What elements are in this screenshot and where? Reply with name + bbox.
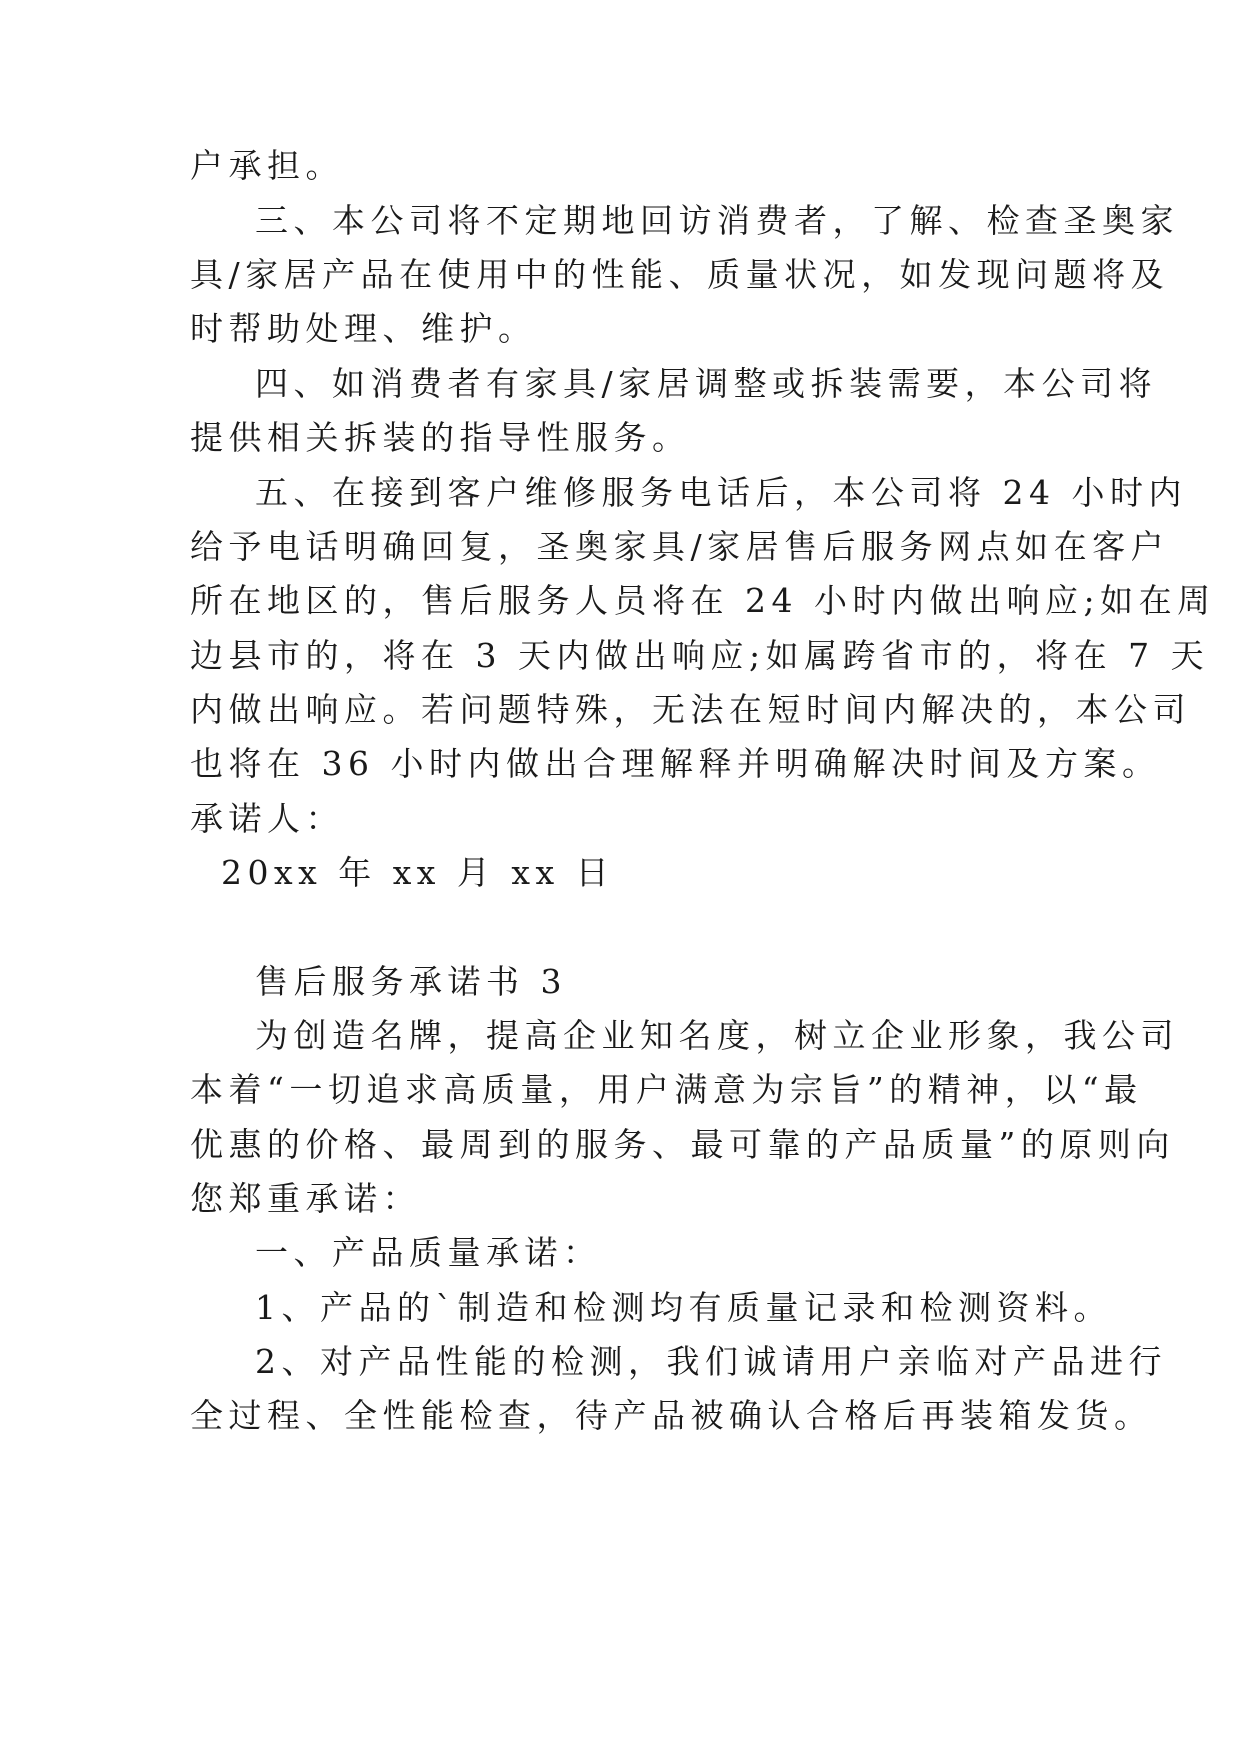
paragraph-line: 内做出响应。若问题特殊，无法在短时间内解决的，本公司 [190,690,1191,729]
paragraph-line: 给予电话明确回复，圣奥家具/家居售后服务网点如在客户 [190,527,1170,566]
paragraph-line: 提供相关拆装的指导性服务。 [190,418,691,457]
paragraph-line: 1、产品的`制造和检测均有质量记录和检测资料。 [255,1288,1112,1327]
paragraph-line: 五、在接到客户维修服务电话后，本公司将 24 小时内 [255,473,1187,512]
paragraph-line: 具/家居产品在使用中的性能、质量状况，如发现问题将及 [190,255,1170,294]
paragraph-line: 三、本公司将不定期地回访消费者，了解、检查圣奥家 [255,201,1179,240]
signatory-label: 承诺人： [190,799,344,838]
paragraph-line: 也将在 36 小时内做出合理解释并明确解决时间及方案。 [190,744,1161,783]
paragraph-line: 一、产品质量承诺： [255,1233,602,1272]
paragraph-line: 优惠的价格、最周到的服务、最可靠的产品质量”的原则向 [190,1125,1175,1164]
paragraph-line: 时帮助处理、维护。 [190,309,537,348]
paragraph-line: 四、如消费者有家具/家居调整或拆装需要，本公司将 [255,364,1158,403]
paragraph-line: 边县市的，将在 3 天内做出响应;如属跨省市的，将在 7 天 [190,636,1210,675]
section-title: 售后服务承诺书 3 [255,962,567,1001]
paragraph-line: 全过程、全性能检查，待产品被确认合格后再装箱发货。 [190,1396,1153,1435]
paragraph-line: 所在地区的，售后服务人员将在 24 小时内做出响应;如在周 [190,581,1216,620]
paragraph-line: 您郑重承诺： [190,1179,421,1218]
paragraph-line: 户承担。 [190,146,344,185]
date-line: 20xx 年 xx 月 xx 日 [221,853,615,892]
paragraph-line: 2、对产品性能的检测，我们诚请用户亲临对产品进行 [255,1342,1167,1381]
paragraph-line: 为创造名牌，提高企业知名度，树立企业形象，我公司 [255,1016,1179,1055]
paragraph-line: 本着“一切追求高质量，用户满意为宗旨”的精神，以“最 [190,1070,1143,1109]
